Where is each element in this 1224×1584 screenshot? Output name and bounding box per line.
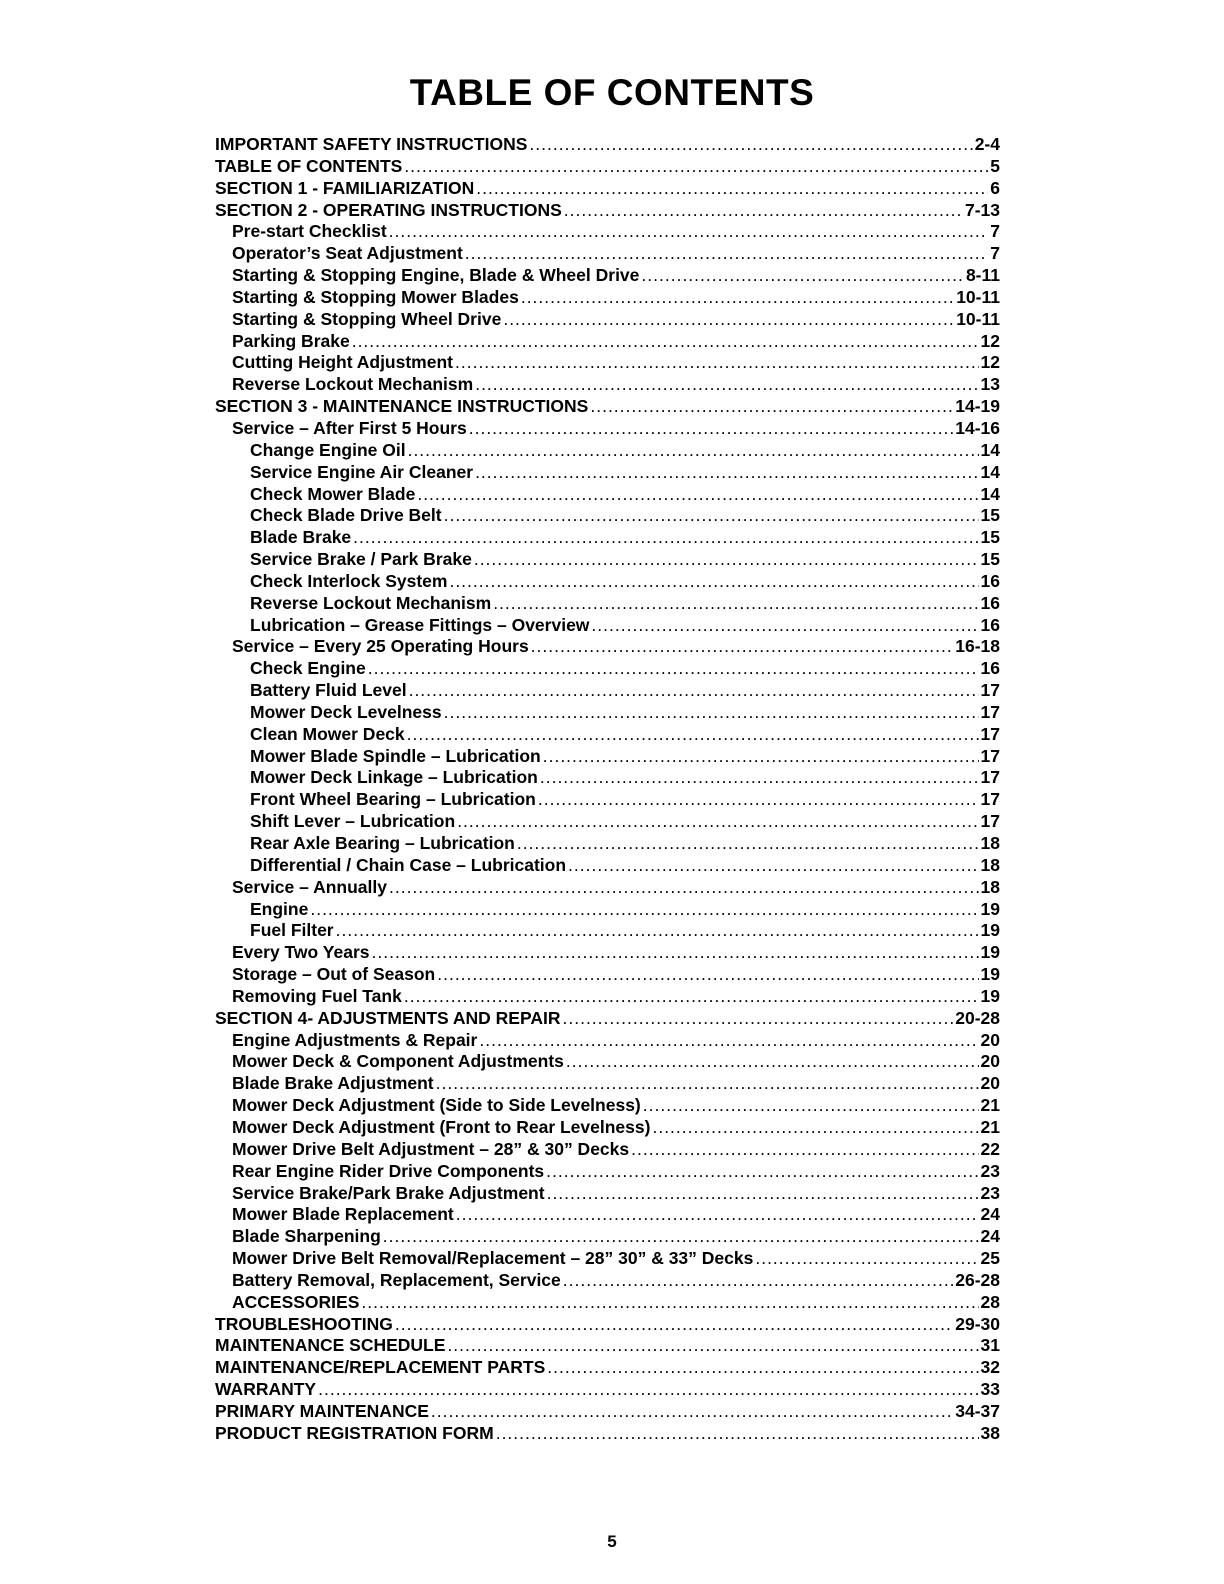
toc-leader-dots [547, 1357, 978, 1379]
toc-entry-label: Rear Axle Bearing – Lubrication [250, 833, 515, 853]
toc-leader-dots [496, 1423, 979, 1445]
toc-entry-label: Blade Brake Adjustment [232, 1073, 434, 1094]
toc-leader-dots [643, 1095, 979, 1117]
toc-entry-label: Front Wheel Bearing – Lubrication [250, 789, 536, 810]
toc-leader-dots [540, 767, 979, 789]
toc-leader-dots [563, 1008, 954, 1030]
toc-leader-dots [336, 920, 979, 942]
toc-entry-label: Engine Adjustments & Repair [232, 1029, 478, 1050]
toc-entry-label: Every Two Years [232, 942, 370, 963]
toc-entry-page: 18 [980, 876, 1000, 897]
toc-leader-dots [547, 1183, 979, 1205]
toc-entry-page: 24 [980, 1226, 1000, 1247]
toc-leader-dots [444, 505, 979, 527]
toc-entry [215, 1008, 1000, 1030]
toc-leader-dots [447, 1335, 978, 1357]
toc-entry-page: 28 [980, 1291, 1000, 1312]
toc-leader-dots [368, 658, 979, 680]
toc-entry-label: Service – After First 5 Hours [232, 417, 467, 438]
toc-leader-dots [538, 789, 979, 811]
toc-entry-page: 17 [980, 811, 1000, 832]
toc-entry-page: 17 [980, 745, 1000, 766]
toc-entry-page: 8-11 [965, 265, 1000, 286]
toc-entry-page: 31 [980, 1335, 1000, 1356]
toc-leader-dots [591, 615, 978, 637]
toc-leader-dots [404, 156, 988, 178]
toc-leader-dots [404, 986, 979, 1008]
toc-entry-page: 20 [980, 1029, 1000, 1050]
toc-entry [215, 571, 1000, 593]
toc-leader-dots [641, 265, 964, 287]
toc-entry [215, 942, 1000, 964]
toc-leader-dots [529, 134, 972, 156]
toc-entry [215, 636, 1000, 658]
toc-leader-dots [318, 1379, 978, 1401]
toc-entry-label: IMPORTANT SAFETY INSTRUCTIONS [215, 134, 528, 154]
toc-entry-label: Service Brake / Park Brake [250, 549, 472, 570]
toc-leader-dots [353, 527, 978, 549]
toc-entry [215, 680, 1000, 702]
toc-leader-dots [395, 1314, 953, 1336]
toc-leader-dots [631, 1139, 978, 1161]
toc-entry [215, 1357, 1000, 1379]
toc-leader-dots [409, 680, 979, 702]
toc-entry [215, 156, 1000, 178]
toc-entry-label: Service – Annually [232, 876, 387, 897]
toc-entry-label: Starting & Stopping Wheel Drive [232, 308, 502, 329]
toc-entry-label: Parking Brake [232, 330, 350, 351]
toc-entry [215, 178, 1000, 200]
toc-leader-dots [389, 221, 989, 243]
toc-leader-dots [407, 724, 979, 746]
toc-entry-page: 12 [980, 352, 1000, 373]
toc-entry [215, 1248, 1000, 1270]
toc-entry [215, 1423, 1000, 1445]
toc-entry-page: 19 [980, 985, 1000, 1006]
toc-entry-label: Mower Deck Adjustment (Front to Rear Levelness) [232, 1116, 651, 1137]
toc-entry-label: ACCESSORIES [232, 1291, 360, 1312]
toc-leader-dots [563, 1270, 953, 1292]
toc-entry-label: Engine [250, 898, 309, 919]
toc-entry-label: Mower Drive Belt Removal/Replacement – 28” 30” & 33” Decks [232, 1248, 754, 1269]
toc-leader-dots [469, 418, 954, 440]
toc-entry [215, 352, 1000, 374]
toc-entry-page: 38 [980, 1422, 1000, 1443]
toc-entry-page: 19 [980, 920, 1000, 941]
toc-entry [215, 309, 1000, 331]
toc-entry-page: 22 [980, 1138, 1000, 1159]
toc-leader-dots [383, 1226, 979, 1248]
toc-entry-page: 10-11 [956, 308, 1000, 329]
toc-entry [215, 484, 1000, 506]
toc-entry [215, 746, 1000, 768]
toc-entry-page: 17 [980, 723, 1000, 744]
toc-entry [215, 462, 1000, 484]
toc-entry-page: 16 [980, 614, 1000, 635]
toc-entry-page: 14-16 [955, 417, 1000, 438]
toc-entry-page: 23 [980, 1182, 1000, 1203]
toc-entry-label: Mower Deck Linkage – Lubrication [250, 767, 538, 788]
toc-entry-label: Mower Blade Spindle – Lubrication [250, 745, 541, 766]
toc-entry-page: 32 [980, 1357, 1000, 1378]
toc-leader-dots [417, 484, 978, 506]
toc-entry-label: PRODUCT REGISTRATION FORM [215, 1422, 494, 1443]
toc-leader-dots [543, 746, 979, 768]
toc-entry-page: 17 [980, 789, 1000, 810]
page-number: 5 [607, 1532, 617, 1551]
toc-entry-page: 12 [980, 330, 1000, 351]
toc-entry-label: MAINTENANCE/REPLACEMENT PARTS [215, 1357, 546, 1378]
toc-leader-dots [352, 331, 979, 353]
toc-entry-label: Mower Deck Adjustment (Side to Side Levelness) [232, 1095, 641, 1116]
toc-entry [215, 1051, 1000, 1073]
toc-entry [215, 1161, 1000, 1183]
toc-entry-label: Lubrication – Grease Fittings – Overview [250, 614, 590, 635]
toc-entry [215, 549, 1000, 571]
toc-entry [215, 702, 1000, 724]
toc-entry-label: SECTION 4- ADJUSTMENTS AND REPAIR [215, 1007, 561, 1028]
toc-entry-page: 7 [990, 221, 1000, 242]
toc-entry-label: Shift Lever – Lubrication [250, 811, 456, 832]
toc-entry-page: 26-28 [955, 1269, 1000, 1290]
toc-entry-label: Reverse Lockout Mechanism [250, 592, 492, 613]
toc-entry-page: 18 [980, 854, 1000, 875]
toc-entry-page: 6 [990, 177, 1000, 198]
toc-entry [215, 440, 1000, 462]
toc-leader-dots [475, 374, 978, 396]
toc-entry-label: Service Engine Air Cleaner [250, 461, 474, 482]
toc-entry-page: 19 [980, 898, 1000, 919]
toc-entry-page: 20 [980, 1073, 1000, 1094]
toc-entry-page: 21 [980, 1095, 1000, 1116]
toc-leader-dots [474, 549, 979, 571]
toc-entry-label: Blade Brake [250, 527, 352, 548]
toc-entry-label: Pre-start Checklist [232, 221, 387, 242]
toc-entry-page: 15 [980, 505, 1000, 526]
toc-entry [215, 1095, 1000, 1117]
toc-entry-page: 20 [980, 1051, 1000, 1072]
toc-entry-page: 16 [980, 658, 1000, 679]
toc-entry-page: 24 [980, 1204, 1000, 1225]
toc-entry-page: 15 [980, 549, 1000, 570]
toc-entry [215, 331, 1000, 353]
toc-entry-page: 14 [980, 461, 1000, 482]
toc-leader-dots [444, 702, 979, 724]
toc-entry-label: Change Engine Oil [250, 439, 406, 460]
toc-entry [215, 221, 1000, 243]
toc-leader-dots [310, 899, 978, 921]
toc-entry-page: 33 [980, 1379, 1000, 1400]
toc-entry-label: Clean Mower Deck [250, 723, 405, 744]
toc-entry-label: Storage – Out of Season [232, 964, 436, 985]
toc-leader-dots [566, 1051, 979, 1073]
toc-entry [215, 505, 1000, 527]
toc-entry-page: 14-19 [955, 396, 1000, 417]
toc-leader-dots [436, 1073, 979, 1095]
toc-leader-dots [456, 1204, 979, 1226]
toc-entry [215, 1401, 1000, 1423]
toc-entry [215, 833, 1000, 855]
toc-entry [215, 1073, 1000, 1095]
toc-leader-dots [517, 833, 979, 855]
toc-entry [215, 811, 1000, 833]
toc-entry-label: Check Blade Drive Belt [250, 505, 442, 526]
toc-leader-dots [476, 178, 988, 200]
toc-entry [215, 134, 1000, 156]
toc-entry-page: 17 [980, 767, 1000, 788]
toc-entry [215, 789, 1000, 811]
toc-entry-page: 17 [980, 680, 1000, 701]
toc-entry [215, 1270, 1000, 1292]
toc-entry [215, 527, 1000, 549]
toc-entry-label: SECTION 2 - OPERATING INSTRUCTIONS [215, 199, 562, 220]
toc-entry-page: 20-28 [955, 1007, 1000, 1028]
toc-entry-page: 19 [980, 964, 1000, 985]
toc-entry-label: Starting & Stopping Engine, Blade & Wheel Drive [232, 265, 640, 286]
toc-entry [215, 1030, 1000, 1052]
toc-leader-dots [546, 1161, 978, 1183]
toc-leader-dots [568, 855, 978, 877]
toc-entry-label: Operator’s Seat Adjustment [232, 243, 463, 264]
toc-entry [215, 767, 1000, 789]
toc-entry-label: Check Mower Blade [250, 483, 416, 504]
toc-entry [215, 593, 1000, 615]
toc-entry [215, 1139, 1000, 1161]
toc-entry [215, 287, 1000, 309]
toc-entry [215, 243, 1000, 265]
toc-leader-dots [755, 1248, 978, 1270]
toc-entry-label: Rear Engine Rider Drive Components [232, 1160, 545, 1181]
toc-entry-label: Battery Removal, Replacement, Service [232, 1269, 561, 1290]
toc-entry [215, 1335, 1000, 1357]
toc-leader-dots [449, 571, 978, 593]
toc-leader-dots [503, 309, 954, 331]
toc-entry-label: Check Interlock System [250, 570, 448, 591]
toc-entry [215, 396, 1000, 418]
toc-entry [215, 964, 1000, 986]
toc-entry-page: 7-13 [964, 199, 1000, 220]
toc-entry-label: Removing Fuel Tank [232, 985, 402, 1006]
toc-entry-label: Mower Drive Belt Adjustment – 28” & 30” Decks [232, 1138, 630, 1159]
toc-leader-dots [521, 287, 954, 309]
toc-entry-label: PRIMARY MAINTENANCE [215, 1400, 429, 1421]
toc-entry-label: Mower Blade Replacement [232, 1204, 454, 1225]
toc-entry [215, 1314, 1000, 1336]
toc-leader-dots [465, 243, 988, 265]
toc-leader-dots [493, 593, 978, 615]
toc-entry [215, 658, 1000, 680]
toc-leader-dots [408, 440, 979, 462]
toc-entry-page: 16-18 [955, 636, 1000, 657]
toc-leader-dots [564, 200, 963, 222]
toc-entry-label: SECTION 1 - FAMILIARIZATION [215, 177, 475, 198]
toc-leader-dots [652, 1117, 978, 1139]
toc-entry-label: TROUBLESHOOTING [215, 1313, 393, 1334]
toc-leader-dots [431, 1401, 953, 1423]
toc-entry-label: Reverse Lockout Mechanism [232, 374, 474, 395]
toc-leader-dots [455, 352, 979, 374]
toc-leader-dots [437, 964, 978, 986]
toc-entry-label: Fuel Filter [250, 920, 334, 941]
toc-entry-label: Blade Sharpening [232, 1226, 381, 1247]
toc-entry-page: 21 [980, 1116, 1000, 1137]
toc-entry [215, 1379, 1000, 1401]
toc-entry-label: Service Brake/Park Brake Adjustment [232, 1182, 545, 1203]
table-of-contents [215, 134, 1000, 1445]
toc-entry-page: 23 [980, 1160, 1000, 1181]
toc-entry [215, 877, 1000, 899]
toc-entry-page: 13 [980, 374, 1000, 395]
toc-entry [215, 374, 1000, 396]
toc-leader-dots [372, 942, 979, 964]
toc-entry [215, 1292, 1000, 1314]
toc-entry [215, 1183, 1000, 1205]
toc-leader-dots [479, 1030, 978, 1052]
toc-leader-dots [475, 462, 978, 484]
toc-leader-dots [457, 811, 978, 833]
toc-leader-dots [531, 636, 954, 658]
toc-entry-page: 34-37 [955, 1400, 1000, 1421]
toc-entry [215, 615, 1000, 637]
toc-entry-page: 15 [980, 527, 1000, 548]
toc-entry-label: Differential / Chain Case – Lubrication [250, 854, 567, 875]
toc-entry-label: Check Engine [250, 658, 366, 679]
toc-entry-label: MAINTENANCE SCHEDULE [215, 1335, 446, 1356]
toc-entry-label: Cutting Height Adjustment [232, 352, 453, 373]
toc-entry [215, 986, 1000, 1008]
toc-entry-page: 2-4 [974, 134, 1000, 154]
toc-leader-dots [361, 1292, 978, 1314]
toc-entry-page: 16 [980, 592, 1000, 613]
toc-entry-page: 17 [980, 701, 1000, 722]
toc-entry [215, 1226, 1000, 1248]
toc-entry [215, 920, 1000, 942]
toc-entry-page: 18 [980, 833, 1000, 853]
toc-entry-label: Mower Deck Levelness [250, 701, 442, 722]
page-title: TABLE OF CONTENTS [409, 72, 815, 113]
toc-entry-label: Mower Deck & Component Adjustments [232, 1051, 564, 1072]
toc-entry [215, 1117, 1000, 1139]
toc-entry-page: 16 [980, 570, 1000, 591]
toc-entry [215, 418, 1000, 440]
toc-leader-dots [389, 877, 979, 899]
toc-entry-page: 14 [980, 439, 1000, 460]
toc-entry-page: 10-11 [956, 286, 1000, 307]
toc-entry [215, 855, 1000, 877]
toc-entry [215, 1204, 1000, 1226]
toc-entry [215, 724, 1000, 746]
toc-entry-label: Starting & Stopping Mower Blades [232, 286, 519, 307]
toc-entry [215, 265, 1000, 287]
toc-entry-page: 5 [990, 155, 1000, 176]
toc-entry-page: 29-30 [955, 1313, 1000, 1334]
toc-entry-page: 14 [980, 483, 1000, 504]
toc-entry-label: TABLE OF CONTENTS [215, 155, 403, 176]
toc-entry-label: Battery Fluid Level [250, 680, 407, 701]
toc-leader-dots [590, 396, 953, 418]
toc-entry-label: WARRANTY [215, 1379, 317, 1400]
toc-entry-page: 25 [980, 1248, 1000, 1269]
toc-entry-page: 19 [980, 942, 1000, 963]
toc-entry [215, 200, 1000, 222]
toc-entry-label: Service – Every 25 Operating Hours [232, 636, 529, 657]
toc-entry-page: 7 [990, 243, 1000, 264]
toc-entry-label: SECTION 3 - MAINTENANCE INSTRUCTIONS [215, 396, 589, 417]
toc-entry [215, 899, 1000, 921]
